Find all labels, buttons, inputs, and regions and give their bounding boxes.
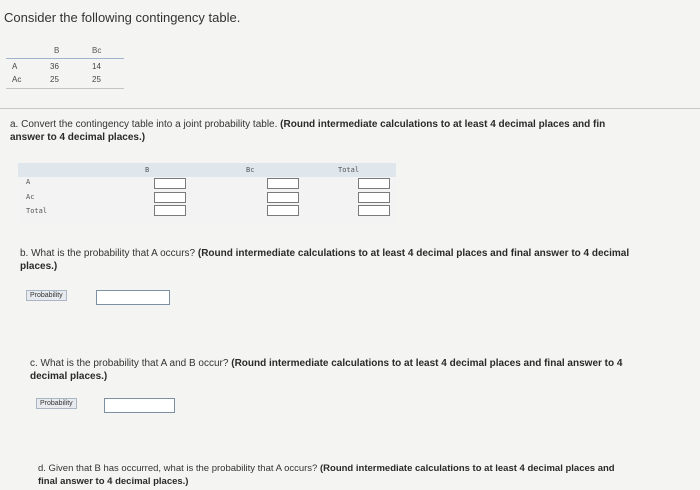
question-b-instruction-cont: places.) [20, 261, 58, 272]
contingency-table [6, 44, 124, 94]
row-header-a: A [26, 178, 31, 186]
question-a-instruction: (Round intermediate calculations to at least 4 decimal places and fin [280, 119, 606, 130]
input-total-bc[interactable] [267, 205, 299, 216]
question-b-instruction: (Round intermediate calculations to at least 4 decimal places and final answer to 4 decimal [197, 248, 630, 259]
probability-label-c: Probability [36, 398, 77, 409]
question-d-text: d. Given that B has occurred, what is the probability that A occurs? [38, 463, 320, 474]
probability-input-b[interactable] [96, 290, 170, 305]
input-total-b[interactable] [154, 205, 186, 216]
row-header-ac: Ac [26, 193, 35, 201]
input-a-bc[interactable] [267, 178, 299, 189]
joint-probability-table [18, 163, 396, 225]
question-b [20, 247, 629, 273]
probability-label-b: Probability [26, 290, 67, 301]
col-header-bc: Bc [92, 46, 102, 55]
row-header-a: A [12, 62, 18, 71]
col-header-b: B [145, 166, 150, 174]
row-header-ac: Ac [12, 75, 22, 84]
intro-text: Consider the following contingency table. [4, 10, 241, 25]
col-header-bc: Bc [246, 166, 255, 174]
probability-input-c[interactable] [104, 398, 175, 413]
table-body [18, 177, 396, 225]
question-c-instruction-cont: decimal places.) [30, 371, 108, 382]
question-b-text: b. What is the probability that A occurs? [20, 248, 198, 259]
question-c-text: c. What is the probability that A and B occur? [30, 358, 232, 369]
table-rule [6, 88, 124, 89]
question-d [38, 462, 615, 488]
question-c [30, 357, 622, 383]
question-a [10, 118, 605, 144]
col-header-total: Total [338, 166, 360, 174]
question-a-text: a. Convert the contingency table into a joint probability table. [10, 119, 281, 130]
cell-a-bc: 14 [92, 62, 101, 71]
cell-ac-bc: 25 [92, 75, 101, 84]
row-header-total: Total [26, 207, 48, 215]
cell-ac-b: 25 [50, 75, 59, 84]
cell-a-b: 36 [50, 62, 59, 71]
question-c-instruction: (Round intermediate calculations to at least 4 decimal places and final answer to 4 [231, 358, 623, 369]
input-ac-bc[interactable] [267, 192, 299, 203]
section-divider [0, 108, 700, 109]
col-header-b: B [54, 46, 60, 55]
input-ac-total[interactable] [358, 192, 390, 203]
question-a-instruction-cont: answer to 4 decimal places.) [10, 132, 146, 143]
input-a-total[interactable] [358, 178, 390, 189]
input-total-total[interactable] [358, 205, 390, 216]
question-d-instruction-cont: final answer to 4 decimal places.) [38, 476, 189, 487]
table-rule [6, 58, 124, 59]
question-d-instruction: (Round intermediate calculations to at least 4 decimal places and [320, 463, 615, 474]
input-a-b[interactable] [154, 178, 186, 189]
input-ac-b[interactable] [154, 192, 186, 203]
